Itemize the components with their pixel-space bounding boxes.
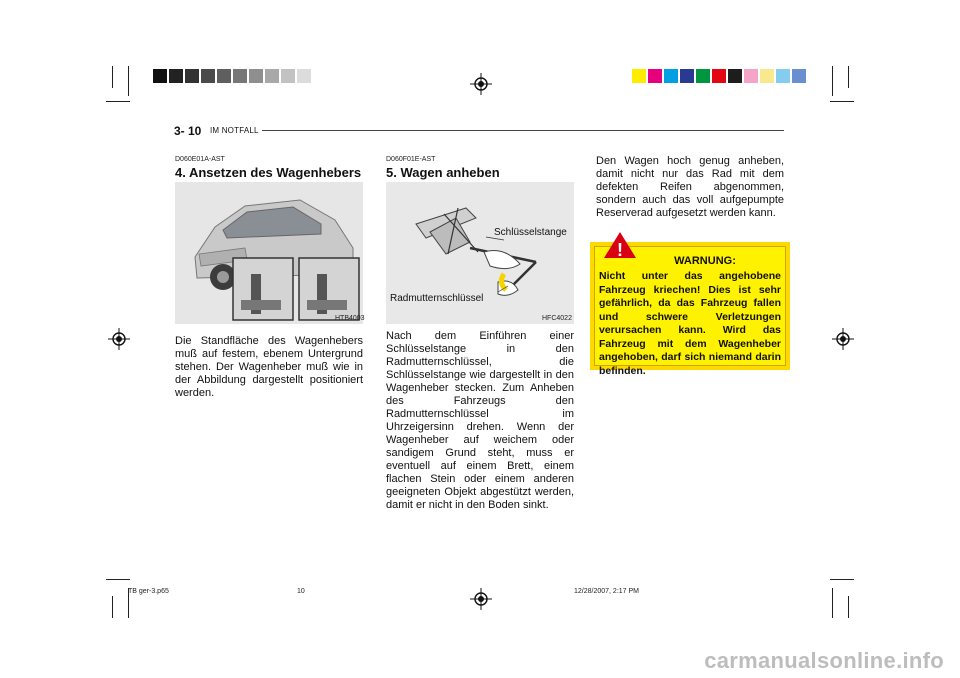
footer-file: TB ger-3.p65 [128, 588, 169, 595]
crop-mark-icon [106, 101, 130, 102]
label-radmutternschluessel: Radmutternschlüssel [390, 293, 484, 304]
footer-date: 12/28/2007, 2:17 PM [574, 588, 639, 595]
section-heading: 4. Ansetzen des Wagenhebers [175, 165, 362, 180]
color-swatch [712, 69, 726, 83]
crop-mark-icon [106, 579, 130, 580]
crop-mark-icon [832, 66, 833, 96]
section-body: Den Wagen hoch genug anheben, damit nicht nur das Rad mit dem defekten Reifen abgenommen, sondern auch das voll aufgepumpte Reserverad aufgesetzt werden kann. [596, 155, 784, 219]
crop-mark-icon [830, 101, 854, 102]
color-swatch [664, 69, 678, 83]
color-calibration-bar [632, 69, 808, 83]
registration-mark-icon [832, 328, 854, 350]
color-swatch [217, 69, 231, 83]
color-swatch [696, 69, 710, 83]
chapter-title: IM NOTFALL [210, 126, 259, 135]
crop-mark-icon [848, 66, 849, 88]
color-swatch [648, 69, 662, 83]
crop-mark-icon [112, 66, 113, 88]
crop-mark-icon [128, 66, 129, 96]
warning-box [590, 240, 790, 377]
color-swatch [233, 69, 247, 83]
color-swatch [792, 69, 806, 83]
color-swatch [249, 69, 263, 83]
image-code: HTB4003 [335, 315, 365, 322]
color-swatch [776, 69, 790, 83]
color-swatch [201, 69, 215, 83]
section-code: D060E01A-AST [175, 156, 225, 163]
color-swatch [297, 69, 311, 83]
registration-mark-icon [108, 328, 130, 350]
color-swatch [281, 69, 295, 83]
color-swatch [760, 69, 774, 83]
color-swatch [744, 69, 758, 83]
jack-position-illustration [175, 182, 363, 324]
color-swatch [185, 69, 199, 83]
footer-page: 10 [297, 588, 305, 595]
color-swatch [680, 69, 694, 83]
header-rule [262, 130, 784, 131]
warning-title: WARNUNG: [674, 255, 736, 267]
color-swatch [265, 69, 279, 83]
section-body: Nach dem Einführen einer Schlüsselstange in den Radmutternschlüssel, die Schlüsselstange wie dargestellt in den Wagenheber stecken. Zum Anheben des Fahrzeugs den Radmutternschlüssel im Uhrzeigersinn drehen. Wenn der Wagenheber auf weichem oder sandigem Grund steht, muss er eventuell auf einem Brett, einem flachen Stein oder einem anderen geeigneten Objekt abgestützt werden, damit er nicht in den Boden sinkt. [386, 330, 574, 511]
crop-mark-icon [848, 596, 849, 618]
color-swatch [632, 69, 646, 83]
crop-mark-icon [830, 579, 854, 580]
registration-mark-icon [470, 588, 492, 610]
image-code: HFC4022 [542, 315, 572, 322]
color-swatch [169, 69, 183, 83]
registration-mark-icon [470, 73, 492, 95]
warning-text: Nicht unter das angehobene Fahrzeug kriechen! Dies ist sehr gefährlich, da das Fahrzeug fallen und schwere Verletzungen verursachen kann. Wird das Fahrzeug mit dem Wagenheber angehoben, darf sich niemand darin befinden. [599, 270, 781, 377]
label-schluesselstange: Schlüsselstange [494, 227, 567, 238]
warning-symbol: ! [617, 240, 623, 259]
watermark: carmanualsonline.info [704, 648, 944, 673]
warning-inner [594, 240, 786, 377]
crop-mark-icon [832, 588, 833, 618]
color-swatch [728, 69, 742, 83]
section-body: Die Standfläche des Wagenhebers muß auf festem, ebenem Untergrund stehen. Der Wagenheber muß wie in der Abbildung dargestellt positioniert werden. [175, 335, 363, 399]
crop-mark-icon [112, 596, 113, 618]
section-code: D060F01E-AST [386, 156, 436, 163]
page-number: 3- 10 [174, 124, 202, 138]
car-illustration [175, 182, 363, 324]
gray-calibration-bar [153, 69, 313, 83]
color-swatch [153, 69, 167, 83]
section-heading: 5. Wagen anheben [386, 165, 500, 180]
